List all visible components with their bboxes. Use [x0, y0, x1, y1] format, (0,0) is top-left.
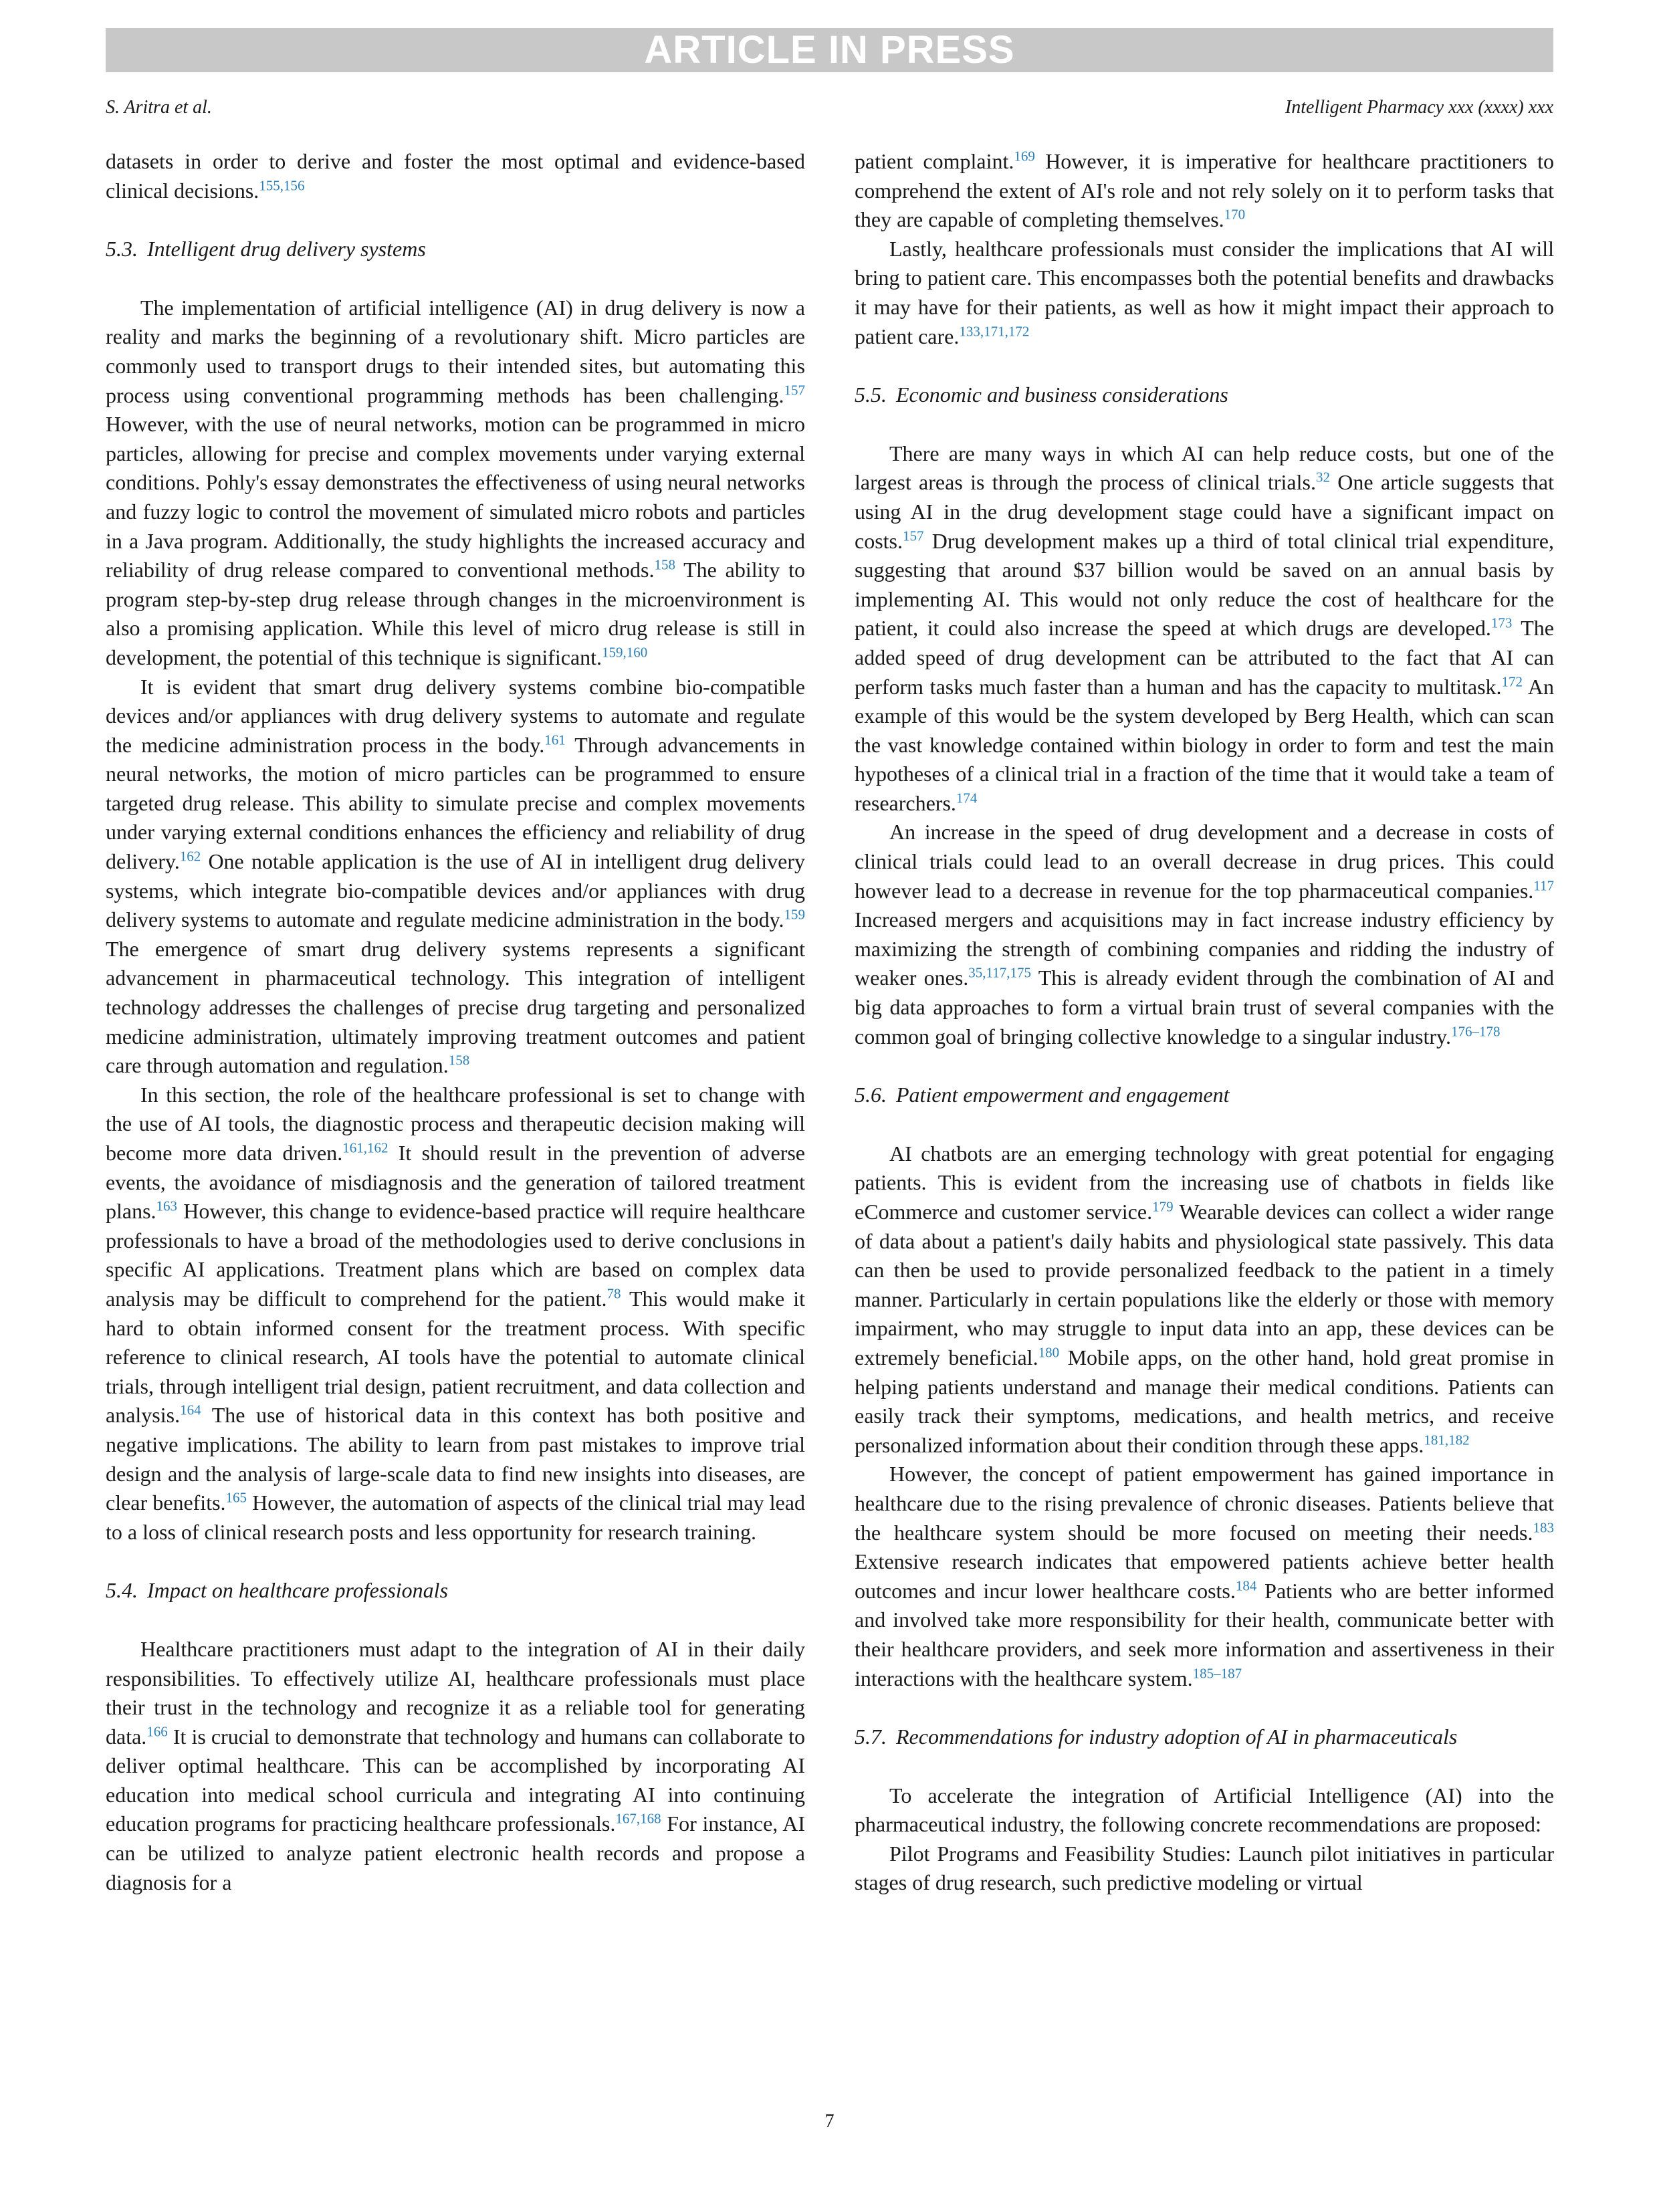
paragraph-text: An increase in the speed of drug development and a decrease in costs of clinical trials could lead to an overall decrease in drug prices. This could however lead to a decrease in revenue for the top pharmaceutical companies.: [855, 820, 1554, 903]
paragraph: [855, 818, 1554, 1051]
section-title: Recommendations for industry adoption of AI in pharmaceuticals: [896, 1725, 1458, 1749]
paragraph-text: There are many ways in which AI can help reduce costs, but one of the largest areas is through the process of clinical trials.: [855, 441, 1554, 495]
citation-link[interactable]: 170: [1224, 206, 1246, 223]
paragraph: [106, 294, 805, 673]
citation-link[interactable]: 157: [784, 381, 805, 398]
section-number: 5.7.: [855, 1725, 887, 1749]
citation-link[interactable]: 169: [1014, 148, 1035, 164]
paragraph-text: Through advancements in neural networks, the motion of micro particles can be programmed to ensure targeted drug release. This ability to simulate precise and complex movements under varying external conditions enhances the efficiency and reliability of drug delivery.: [106, 732, 806, 874]
citation-link[interactable]: 158: [654, 556, 675, 573]
section-title: Patient empowerment and engagement: [896, 1083, 1230, 1107]
citation-link[interactable]: 167,168: [615, 1810, 661, 1827]
paragraph-text: One article suggests that using AI in the drug development stage could have a significant impact on costs.: [855, 470, 1555, 553]
paragraph-text: Drug development makes up a third of total clinical trial expenditure, suggesting that around $37 billion would be saved on an annual basis by implementing AI. This would not only reduce the cost of healthcare for the patient, it could also increase the speed at which drugs are developed.: [855, 528, 1554, 641]
citation-link[interactable]: 162: [179, 848, 201, 865]
page-number: 7: [824, 2111, 835, 2132]
paragraph: To accelerate the integration of Artificial Intelligence (AI) into the pharmaceutical industry, the following concrete recommendations are proposed:: [855, 1783, 1554, 1837]
paragraph-text: For instance, AI can be utilized to analyze patient electronic health records and propose a diagnosis for a: [106, 1811, 806, 1894]
running-head-authors: S. Aritra et al.: [106, 97, 212, 118]
paragraph: [855, 235, 1554, 351]
section-number: 5.6.: [855, 1083, 887, 1107]
paragraph-text: It should result in the prevention of adverse events, the avoidance of misdiagnosis and the generation of tailored treatment plans.: [106, 1141, 805, 1224]
paragraph: [106, 1081, 805, 1547]
paragraph: [855, 439, 1554, 818]
paragraph-text: However, the automation of aspects of the clinical trial may lead to a loss of clinical research posts and less opportunity for research training.: [106, 1490, 806, 1544]
citation-link[interactable]: 158: [448, 1052, 470, 1069]
left-column: [106, 147, 805, 1897]
paragraph-text: datasets in order to derive and foster the most optimal and evidence-based clinical decisions.: [106, 149, 805, 203]
paragraph: [855, 147, 1554, 235]
paragraph-text: Wearable devices can collect a wider range of data about a patient's daily habits and physiological state passively. This data can then be used to provide personalized feedback to the patient in a timely manner. Particularly in certain populations like the elderly or those with memory impairment, who may struggle to input data into an app, these devices can be extremely beneficial.: [855, 1200, 1555, 1369]
section-heading-5-3: [106, 235, 805, 264]
section-heading-5-4: [106, 1576, 805, 1606]
paragraph-text: Mobile apps, on the other hand, hold great promise in helping patients understand and manage their medical conditions. Patients can easily track their symptoms, medications, and health metrics, and receive personalized information about their condition through these apps.: [855, 1345, 1555, 1457]
paragraph: [106, 1635, 805, 1897]
paragraph-text: Extensive research indicates that empowered patients achieve better health outcomes and incur lower healthcare costs.: [855, 1549, 1554, 1603]
citation-link[interactable]: 166: [146, 1723, 168, 1740]
paragraph-text: AI chatbots are an emerging technology with great potential for engaging patients. This is evident from the increasing use of chatbots in fields like eCommerce and customer service.: [855, 1141, 1554, 1224]
article-in-press-banner: ARTICLE IN PRESS: [106, 28, 1553, 72]
citation-link[interactable]: 32: [1315, 469, 1330, 485]
paragraph-text: This is already evident through the combination of AI and big data approaches to form a virtual brain trust of several companies with the common goal of bringing collective knowledge to a singular industry.: [855, 966, 1555, 1048]
section-title: Intelligent drug delivery systems: [147, 237, 426, 261]
citation-link[interactable]: 159: [784, 906, 805, 923]
paragraph-text: However, the concept of patient empowerment has gained importance in healthcare due to the rising prevalence of chronic diseases. Patients believe that the healthcare system should be more focused on meeting their needs.: [855, 1462, 1554, 1545]
paragraph-text: However, with the use of neural networks, motion can be programmed in micro particles, allowing for precise and complex movements under varying external conditions. Pohly's essay demonstrates the effectiveness of using neural networks and fuzzy logic to control the movement of simulated micro robots and particles in a Java program. Additionally, the study highlights the increased accuracy and reliability of drug release compared to conventional methods.: [106, 412, 805, 582]
running-head-journal: Intelligent Pharmacy xxx (xxxx) xxx: [1285, 97, 1553, 118]
section-number: 5.4.: [106, 1578, 138, 1603]
citation-link[interactable]: 183: [1533, 1519, 1554, 1535]
paragraph-text: It is evident that smart drug delivery systems combine bio-compatible devices and/or appliances with drug delivery systems to automate and regulate the medicine administration process in the body.: [106, 674, 805, 757]
section-heading-5-6: [855, 1081, 1554, 1110]
section-heading-5-7: [855, 1723, 1554, 1752]
citation-link[interactable]: 174: [956, 790, 978, 806]
citation-link[interactable]: 185–187: [1192, 1664, 1242, 1681]
paragraph-text: The use of historical data in this context has both positive and negative implications. The ability to learn from past mistakes to improve trial design and the analysis of large-scale data to find new insights into diseases, are clear benefits.: [106, 1403, 805, 1515]
citation-link[interactable]: 157: [903, 527, 924, 544]
paragraph-text: The ability to program step-by-step drug release through changes in the microenvironment is also a promising application. While this level of micro drug release is still in development, the potential of this technique is significant.: [106, 558, 806, 669]
citation-link[interactable]: 161,162: [342, 1139, 389, 1156]
citation-link[interactable]: 173: [1490, 615, 1513, 631]
paragraph-text: One notable application is the use of AI in intelligent drug delivery systems, which integrate bio-compatible devices and/or appliances with drug delivery systems to automate and regulate medicine administration in the body.: [106, 849, 805, 932]
paragraph-text: The implementation of artificial intelligence (AI) in drug delivery is now a reality and marks the beginning of a revolutionary shift. Micro particles are commonly used to transport drugs to their intended sites, but automating this process using conventional programming methods has been challenging.: [106, 295, 805, 407]
paragraph-text: However, it is imperative for healthcare practitioners to comprehend the extent of AI's role and not rely solely on it to perform tasks that they are capable of completing themselves.: [855, 149, 1555, 232]
paragraph: Pilot Programs and Feasibility Studies: Launch pilot initiatives in particular stages of drug research, such predictive modeling or virtual: [855, 1841, 1554, 1895]
section-title: Economic and business considerations: [896, 382, 1228, 407]
citation-link[interactable]: 179: [1152, 1198, 1174, 1215]
paragraph-text: In this section, the role of the healthcare professional is set to change with the use of AI tools, the diagnostic process and therapeutic decision making will become more data driven.: [106, 1082, 805, 1165]
paragraph-text: An example of this would be the system developed by Berg Health, which can scan the vast knowledge contained within biology in order to form and test the main hypotheses of a clinical trial in a fraction of the time that it would take a team of researchers.: [855, 674, 1555, 815]
citation-link[interactable]: 35,117,175: [968, 964, 1032, 981]
citation-link[interactable]: 180: [1038, 1344, 1060, 1361]
section-number: 5.3.: [106, 237, 138, 261]
citation-link[interactable]: 161: [544, 732, 566, 748]
section-heading-5-5: [855, 380, 1554, 410]
citation-link[interactable]: 163: [156, 1198, 178, 1214]
paragraph-text: Lastly, healthcare professionals must consider the implications that AI will bring to patient care. This encompasses both the potential benefits and drawbacks it may have for their patients, as well as how it might impact their approach to patient care.: [855, 236, 1554, 348]
citation-link[interactable]: 159,160: [602, 644, 648, 661]
section-number: 5.5.: [855, 382, 887, 407]
citation-link[interactable]: 176–178: [1450, 1022, 1501, 1039]
paragraph: [855, 1139, 1554, 1460]
paragraph: [106, 147, 805, 205]
citation-link[interactable]: 155,156: [259, 177, 305, 193]
paragraph-text: However, this change to evidence-based practice will require healthcare professionals to have a broad of the methodologies used to derive conclusions in specific AI applications. Treatment plans which are based on complex data analysis may be difficult to comprehend for the patient.: [106, 1199, 805, 1311]
citation-link[interactable]: 165: [225, 1489, 247, 1506]
citation-link[interactable]: 133,171,172: [959, 322, 1030, 339]
paragraph: [106, 673, 805, 1081]
paragraph-text: It is crucial to demonstrate that technology and humans can collaborate to deliver optimal healthcare. This can be accomplished by incorporating AI education into medical school curricula and integrating AI into continuing education programs for practicing healthcare professionals.: [106, 1724, 805, 1836]
paragraph-text: The added speed of drug development can be attributed to the fact that AI can perform tasks much faster than a human and has the capacity to multitask.: [855, 616, 1555, 699]
paragraph: [855, 1460, 1554, 1693]
citation-link[interactable]: 184: [1235, 1577, 1257, 1594]
citation-link[interactable]: 78: [606, 1285, 621, 1302]
section-title: Impact on healthcare professionals: [147, 1578, 449, 1603]
citation-link[interactable]: 117: [1533, 877, 1554, 893]
right-column: [855, 147, 1554, 1898]
paragraph-text: Patients who are better informed and involved take more responsibility for their health, communicate better with their healthcare providers, and seek more information and assertiveness in their interactions with the healthcare system.: [855, 1578, 1555, 1690]
paragraph-text: The emergence of smart drug delivery systems represents a significant advancement in pharmaceutical technology. This integration of intelligent technology addresses the challenges of precise drug targeting and personalized medicine administration, ultimately improving treatment outcomes and patient care through automation and regulation.: [106, 936, 805, 1078]
citation-link[interactable]: 172: [1501, 673, 1523, 689]
citation-link[interactable]: 181,182: [1424, 1432, 1470, 1448]
paragraph-text: Healthcare practitioners must adapt to the integration of AI in their daily responsibilities. To effectively utilize AI, healthcare professionals must place their trust in the technology and recognize it as a reliable tool for generating data.: [106, 1636, 805, 1749]
paragraph-text: patient complaint.: [855, 149, 1014, 173]
paragraph-text: Increased mergers and acquisitions may in fact increase industry efficiency by maximizing the strength of combining companies and ridding the industry of weaker ones.: [855, 907, 1554, 990]
paragraph-text: This would make it hard to obtain informed consent for the treatment process. With specific reference to clinical research, AI tools have the potential to automate clinical trials, through intelligent trial design, patient recruitment, and data collection and analysis.: [106, 1286, 805, 1428]
citation-link[interactable]: 164: [180, 1402, 201, 1418]
